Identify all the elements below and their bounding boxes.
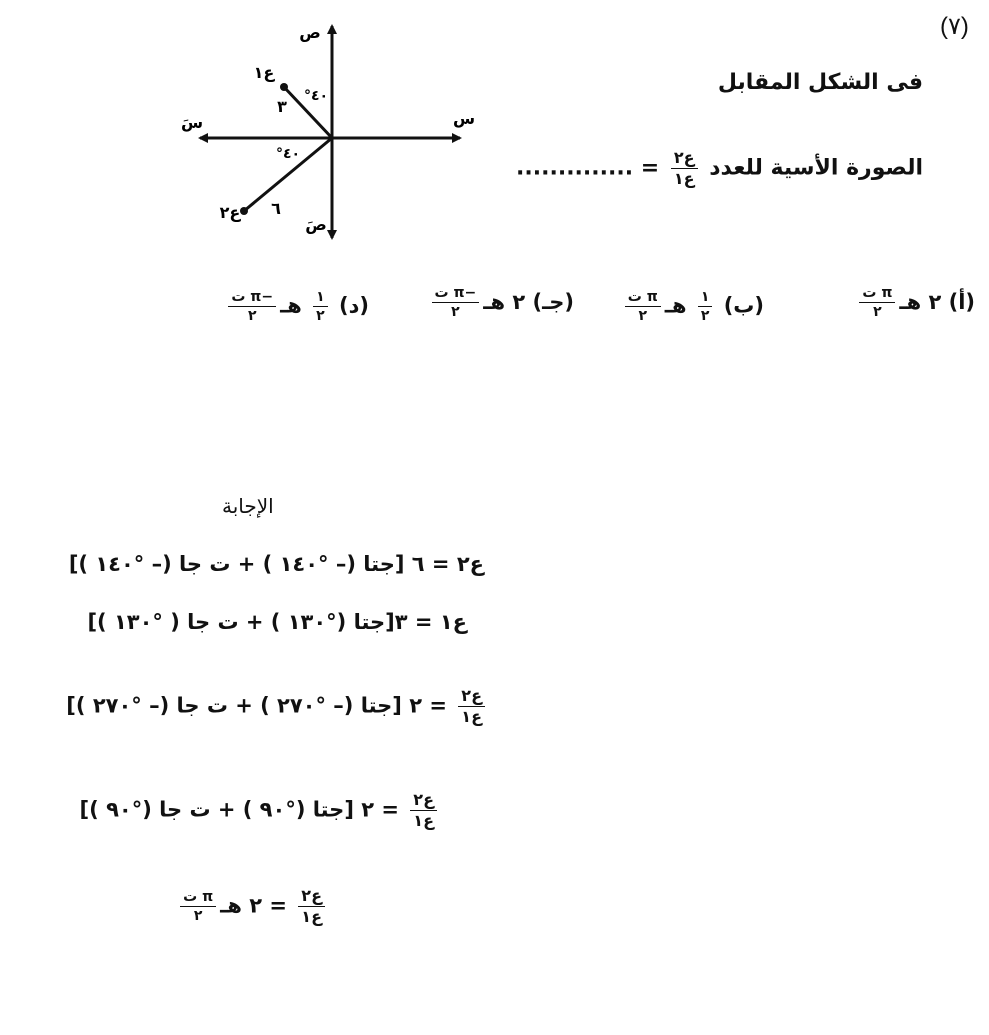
- answer-line-1: ع٢ = ٦ [جتا (– °١٤٠ ) + ت جا (– °١٤٠ )]: [68, 552, 484, 576]
- choice-b-base: هـ: [664, 293, 687, 318]
- choice-a-base: هـ: [899, 290, 922, 314]
- choice-d-coef-den: ٢: [316, 308, 325, 324]
- choice-a-exp-den: ٢: [873, 304, 882, 320]
- choice-d-exponent: [228, 290, 276, 323]
- choice-b[interactable]: [621, 290, 764, 327]
- z2-point: [240, 207, 248, 215]
- stem-dots: ..............: [516, 155, 634, 181]
- angle-upper-label: °٤٠: [303, 88, 329, 104]
- choice-c-base: هـ: [483, 290, 506, 314]
- choice-a-label: (أ): [948, 290, 975, 314]
- z1-length-label: ٣: [277, 97, 287, 116]
- z1-point: [280, 83, 288, 91]
- question-title: فى الشكل المقابل: [717, 70, 923, 95]
- answer-line-3: [66, 688, 489, 725]
- stem-text: الصورة الأسية للعدد: [709, 155, 923, 181]
- choice-a[interactable]: [855, 285, 975, 323]
- x-left-label: سَ: [180, 113, 204, 132]
- answer-line-4: [80, 792, 441, 829]
- choice-b-coef: [698, 290, 713, 323]
- x-right-label: س: [452, 109, 476, 128]
- line5-rest: = ٢ هـ: [220, 893, 287, 918]
- choice-d-exp-den: ٢: [247, 307, 257, 324]
- line5-exp-num: π ت: [180, 890, 216, 907]
- y-bottom-label: صَ: [305, 215, 327, 234]
- question-stem: [516, 150, 923, 187]
- angle-lower-label: °٤٠: [275, 146, 301, 162]
- choice-c-label: (جـ): [532, 290, 574, 314]
- choice-d-label: (د): [339, 293, 369, 318]
- choice-d-coef: [313, 290, 328, 323]
- choice-b-exp-num: π ت: [625, 290, 661, 307]
- answer-heading: الإجابة: [222, 494, 274, 518]
- stem-frac-den: ع١: [673, 169, 695, 188]
- line3-fraction: [458, 688, 485, 725]
- z2-length-label: ٦: [271, 199, 281, 218]
- choice-c-exp-num: −π ت: [432, 286, 480, 303]
- stem-frac-num: ع٢: [671, 150, 698, 169]
- line3-frac-den: ع١: [461, 707, 482, 726]
- line5-exponent: [180, 890, 216, 923]
- stem-fraction: [671, 150, 698, 187]
- choice-b-label: (ب): [723, 293, 764, 318]
- line4-rest: = ٢ [جتا (°٩٠ ) + ت جا (°٩٠ )]: [79, 797, 399, 822]
- choice-a-exponent: [859, 286, 895, 319]
- answer-line-5: [176, 888, 329, 927]
- choice-b-exponent: [625, 290, 661, 323]
- line3-frac-num: ع٢: [458, 688, 485, 707]
- y-top-label: ص: [299, 23, 321, 42]
- choice-d-exp-num: −π ت: [228, 290, 276, 307]
- line3-rest: = ٢ [جتا (– °٢٧٠ ) + ت جا (– °٢٧٠ )]: [66, 693, 447, 718]
- line5-fraction: [298, 888, 325, 925]
- line5-frac-num: ع٢: [298, 888, 325, 907]
- line5-frac-den: ع١: [301, 907, 322, 926]
- choice-c[interactable]: [428, 285, 574, 323]
- argand-figure: [170, 18, 490, 246]
- choice-d[interactable]: [224, 290, 369, 327]
- z1-label: ع١: [253, 63, 275, 82]
- line5-exp-den: ٢: [193, 907, 203, 924]
- choice-d-coef-num: ١: [313, 290, 328, 307]
- choice-b-coef-den: ٢: [700, 308, 710, 324]
- choice-d-base: هـ: [280, 293, 302, 318]
- choice-c-coef: ٢: [512, 290, 526, 314]
- choice-b-exp-den: ٢: [638, 307, 648, 324]
- line4-frac-num: ع٢: [410, 792, 437, 811]
- choice-c-exp-den: ٢: [451, 304, 460, 320]
- choice-a-exp-num: π ت: [859, 286, 895, 303]
- z2-label: ع٢: [219, 203, 241, 222]
- line4-frac-den: ع١: [413, 811, 434, 830]
- line4-fraction: [410, 792, 437, 829]
- stem-equals: =: [640, 155, 660, 181]
- choice-c-exponent: [432, 286, 480, 319]
- question-number: (٧): [940, 13, 969, 40]
- answer-line-2: ع١ = ٣[جتا (°١٣٠ ) + ت جا ( °١٣٠ )]: [87, 610, 467, 634]
- choice-a-coef: ٢: [928, 290, 942, 314]
- choice-b-coef-num: ١: [698, 290, 713, 307]
